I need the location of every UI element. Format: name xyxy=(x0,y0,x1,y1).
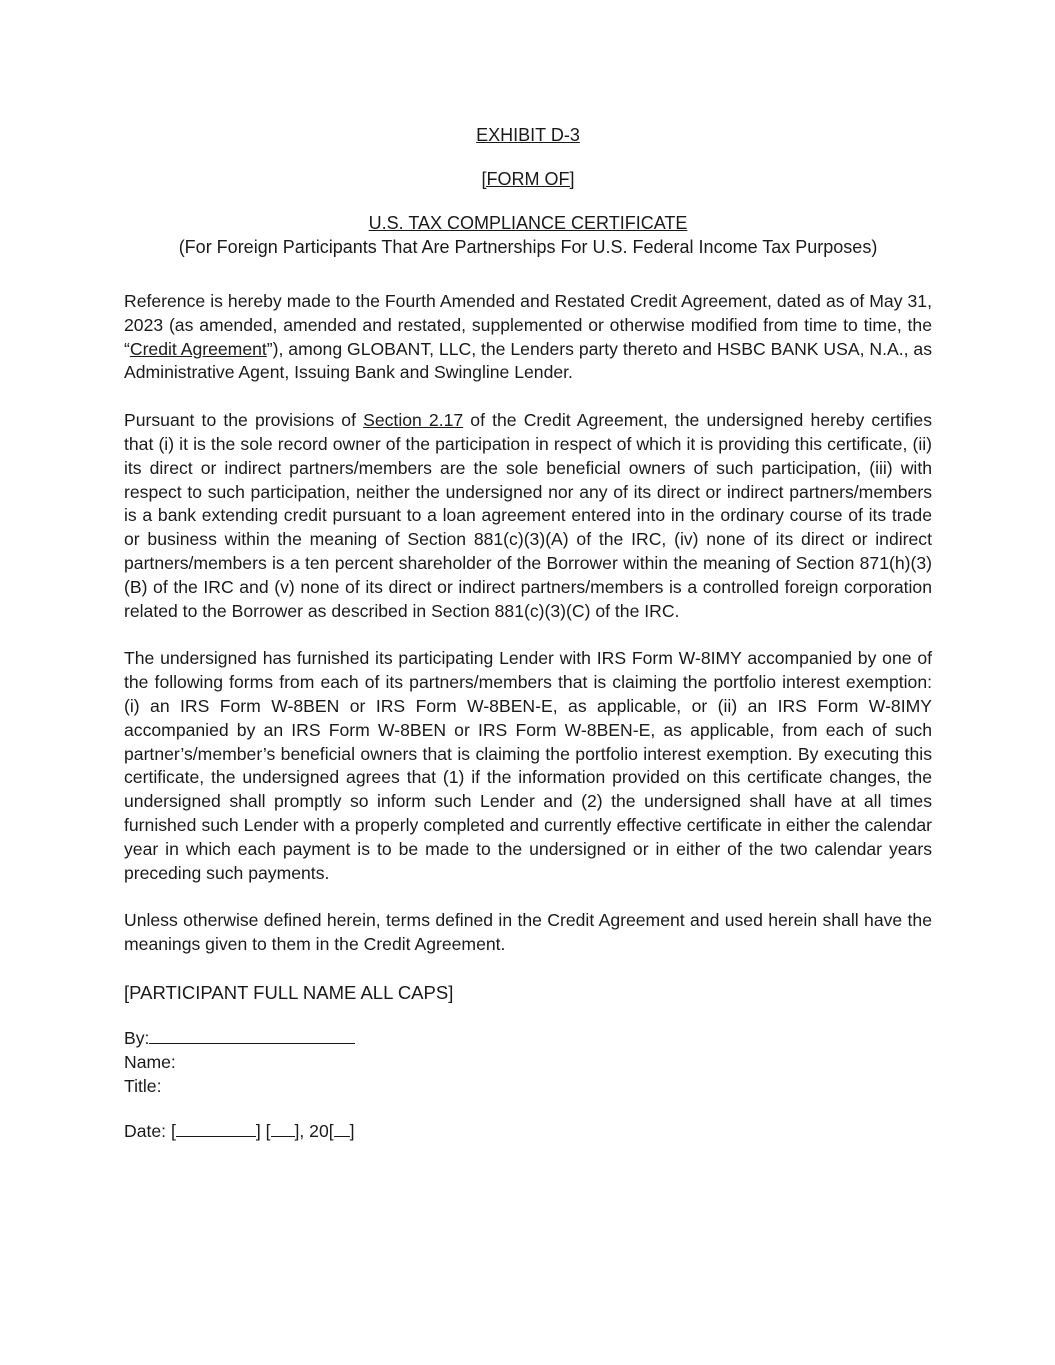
section-2-17-reference: Section 2.17 xyxy=(363,410,464,431)
paragraph-forms: The undersigned has furnished its participating Lender with IRS Form W-8IMY accompanied by one of the following forms from each of its partners/members that is claiming the portfolio interest exemption: (i) an IRS Form W-8BEN or IRS Form W-8BEN-E, as applicable, or (ii) an IRS Form W-8IMY accompanied by an IRS Form W-8BEN or IRS Form W-8BEN-E, as applicable, from each of such partner’s/member’s beneficial owners that is claiming the portfolio interest exemption. By executing this certificate, the undersigned agrees that (1) if the information provided on this certificate changes, the undersigned shall promptly so inform such Lender and (2) the undersigned shall have at all times furnished such Lender with a properly completed and currently effective certificate in either the calendar year in which each payment is to be made to the undersigned or in either of the two calendar years preceding such payments. xyxy=(124,648,932,883)
title-label: Title: xyxy=(124,1075,162,1096)
paragraph-certification xyxy=(124,409,932,623)
exhibit-heading xyxy=(124,124,932,146)
paragraph-reference-text-a: Reference is hereby made to the Fourth Amended and Restated Credit Agreement, dated as of May 31, 2023 (as amended, amended and restated, supplemented or otherwise modified from time to time, the “ xyxy=(124,291,932,359)
date-bracket-close: ] xyxy=(255,1121,261,1142)
form-of-label: [FORM OF] xyxy=(481,169,575,189)
signature-by-row xyxy=(124,1027,932,1051)
date-bracket-open-2: [ xyxy=(260,1121,271,1142)
credit-agreement-defined-term: Credit Agreement xyxy=(129,338,267,359)
date-bracket-close-2: ], 20[ xyxy=(294,1121,334,1142)
paragraph-certification-text-a: Pursuant to the provisions of xyxy=(124,410,364,431)
form-of-heading xyxy=(124,168,932,190)
certificate-title-text: U.S. TAX COMPLIANCE CERTIFICATE xyxy=(368,213,688,233)
paragraph-reference-text-b: ”), among GLOBANT, LLC, the Lenders party thereto and HSBC BANK USA, N.A., as Administrative Agent, Issuing Bank and Swingline Lender. xyxy=(124,338,932,383)
date-label: Date: xyxy=(124,1121,171,1142)
date-year-blank[interactable] xyxy=(334,1121,350,1137)
certificate-subtitle: (For Foreign Participants That Are Partnerships For U.S. Federal Income Tax Purposes) xyxy=(178,237,878,257)
name-label: Name: xyxy=(124,1051,176,1072)
signature-block xyxy=(124,1027,932,1098)
date-bracket-close-3: ] xyxy=(349,1121,355,1142)
signature-line[interactable] xyxy=(149,1027,355,1044)
paragraph-definitions: Unless otherwise defined herein, terms defined in the Credit Agreement and used herein shall have the meanings given to them in the Credit Agreement. xyxy=(124,910,932,955)
date-bracket-open: [ xyxy=(170,1121,176,1142)
document-content xyxy=(124,124,932,1144)
by-label: By: xyxy=(124,1027,150,1048)
paragraph-reference xyxy=(124,290,932,385)
certificate-title xyxy=(124,212,932,234)
exhibit-label: EXHIBIT D-3 xyxy=(476,125,580,145)
paragraph-certification-text-b: of the Credit Agreement, the undersigned hereby certifies that (i) it is the sole record owner of the participation in respect of which it is providing this certificate, (ii) its direct or indirect partners/members are the sole beneficial owners of such participation, (iii) with respect to such participation, neither the undersigned nor any of its direct or indirect partners/members is a bank extending credit pursuant to a loan agreement entered into in the ordinary course of its trade or business within the meaning of Section 881(c)(3)(A) of the IRC, (iv) none of its direct or indirect partners/members is a ten percent shareholder of the Borrower within the meaning of Section 871(h)(3)(B) of the IRC and (v) none of its direct or indirect partners/members is a controlled foreign corporation related to the Borrower as described in Section 881(c)(3)(C) of the IRC. xyxy=(124,410,932,621)
date-month-blank[interactable] xyxy=(176,1121,256,1137)
date-day-blank[interactable] xyxy=(271,1121,295,1137)
participant-name-placeholder: [PARTICIPANT FULL NAME ALL CAPS] xyxy=(124,981,454,1003)
date-row xyxy=(124,1120,932,1144)
